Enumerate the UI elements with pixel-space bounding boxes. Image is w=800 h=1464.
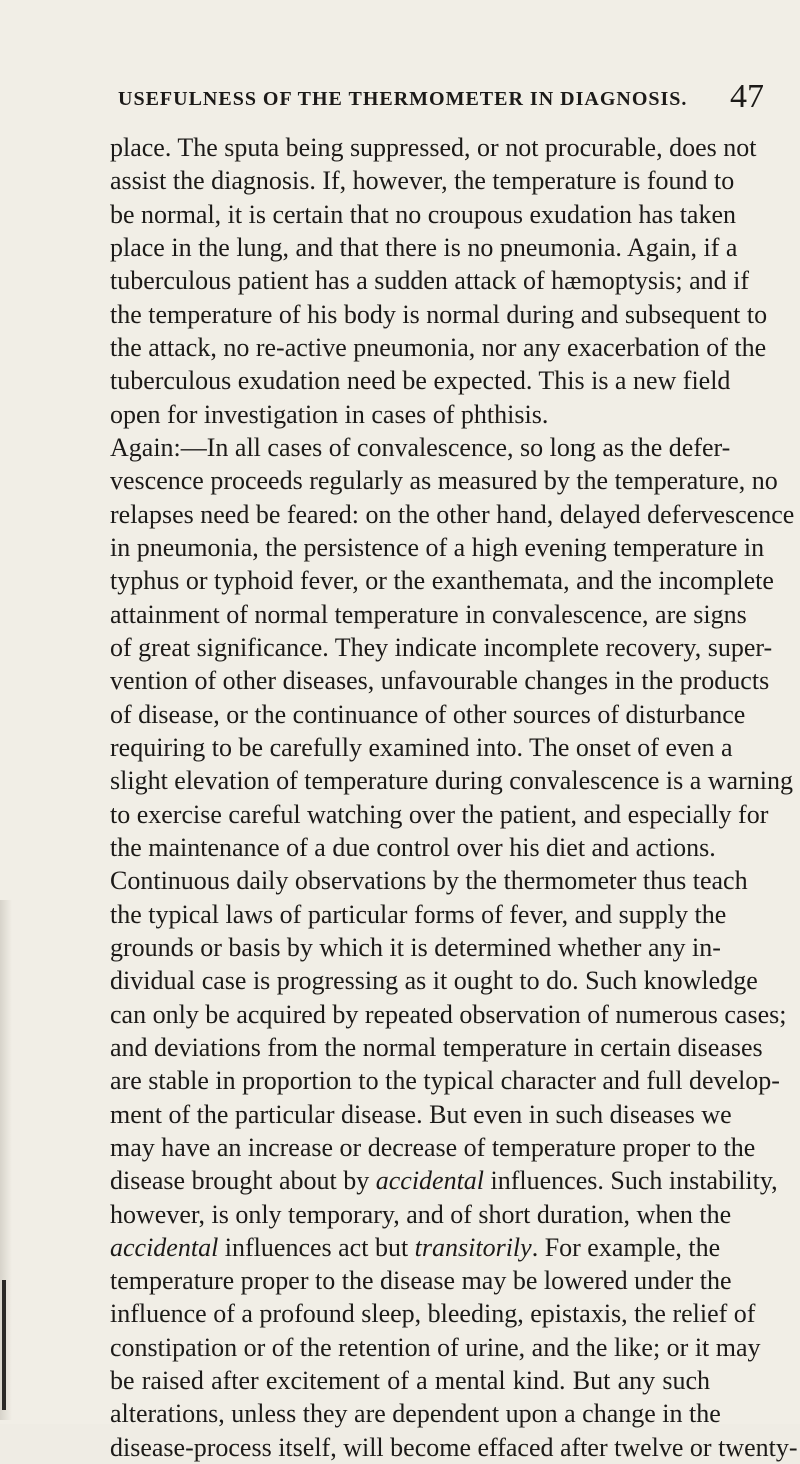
text-line: assist the diagnosis. If, however, the temperature is found to	[110, 166, 735, 196]
text-line: disease-process itself, will become effaced after twelve or twenty-	[110, 1432, 798, 1462]
page-edge-mark	[2, 1280, 6, 1410]
text-line: the typical laws of particular forms of fever, and supply the	[110, 899, 727, 929]
text-line: the temperature of his body is normal during and subsequent to	[110, 299, 768, 329]
italic-phrase: accidental	[110, 1232, 219, 1262]
text-line: of great significance. They indicate incomplete recovery, super-	[110, 632, 773, 662]
text-line: grounds or basis by which it is determined whether any in-	[110, 932, 721, 962]
text-line: to exercise careful watching over the patient, and especially for	[110, 799, 769, 829]
italic-phrase: accidental	[375, 1166, 485, 1196]
text-line: are stable in proportion to the typical character and full develop-	[110, 1066, 780, 1096]
text-line: be raised after excitement of a mental kind. But any such	[110, 1366, 710, 1396]
text-line: temperature proper to the disease may be lowered under the	[110, 1266, 732, 1296]
body-text	[110, 131, 798, 1464]
text-line-with-italic	[110, 1231, 721, 1264]
text-line: attainment of normal temperature in convalescence, are signs	[110, 599, 747, 629]
text-line: slight elevation of temperature during convalescence is a warning	[110, 766, 793, 796]
running-head	[0, 80, 800, 120]
text-fragment: . For example, the	[531, 1232, 721, 1262]
text-line-with-italic	[110, 1164, 778, 1197]
text-line: and deviations from the normal temperature in certain diseases	[110, 1032, 763, 1062]
text-line: can only be acquired by repeated observation of numerous cases;	[110, 999, 787, 1029]
text-line: ment of the particular disease. But even in such diseases we	[110, 1099, 732, 1129]
text-line: relapses need be feared: on the other hand, delayed defervescence	[110, 499, 795, 529]
text-line: may have an increase or decrease of temperature proper to the	[110, 1132, 756, 1162]
text-fragment: influences. Such instability,	[484, 1166, 778, 1196]
text-line: dividual case is progressing as it ought to do. Such knowledge	[110, 966, 758, 996]
text-line: vescence proceeds regularly as measured by the temperature, no	[110, 466, 778, 496]
text-line: constipation or of the retention of urine, and the like; or it may	[110, 1332, 761, 1362]
text-line: tuberculous patient has a sudden attack of hæmoptysis; and if	[110, 266, 750, 296]
text-line: influence of a profound sleep, bleeding, epistaxis, the relief of	[110, 1299, 756, 1329]
text-line: be normal, it is certain that no croupous exudation has taken	[110, 199, 736, 229]
text-line: alterations, unless they are dependent upon a change in the	[110, 1399, 721, 1429]
text-fragment: influences act but	[218, 1232, 415, 1262]
text-line: place in the lung, and that there is no pneumonia. Again, if a	[110, 232, 738, 262]
page-number: 47	[730, 78, 764, 115]
text-line: the attack, no re-active pneumonia, nor any exacerbation of the	[110, 332, 767, 362]
text-line: vention of other diseases, unfavourable changes in the products	[110, 666, 770, 696]
text-line: requiring to be carefully examined into. The onset of even a	[110, 732, 733, 762]
text-line: Again:—In all cases of convalescence, so long as the defer-	[110, 432, 731, 462]
text-line: of disease, or the continuance of other sources of disturbance	[110, 699, 746, 729]
italic-phrase: transitorily	[414, 1232, 532, 1262]
text-line: place. The sputa being suppressed, or not procurable, does not	[110, 133, 757, 162]
text-line: in pneumonia, the persistence of a high evening temperature in	[110, 532, 765, 562]
text-line: the maintenance of a due control over his diet and actions.	[110, 832, 716, 862]
text-line: Continuous daily observations by the thermometer thus teach	[110, 866, 748, 896]
text-line: however, is only temporary, and of short duration, when the	[110, 1199, 732, 1229]
text-line: open for investigation in cases of phthisis.	[110, 399, 549, 429]
text-line: typhus or typhoid fever, or the exanthemata, and the incomplete	[110, 566, 774, 596]
text-fragment: disease brought about by	[110, 1166, 376, 1196]
running-title: USEFULNESS OF THE THERMOMETER IN DIAGNOSIS.	[118, 88, 688, 110]
text-line: tuberculous exudation need be expected. This is a new field	[110, 366, 731, 396]
